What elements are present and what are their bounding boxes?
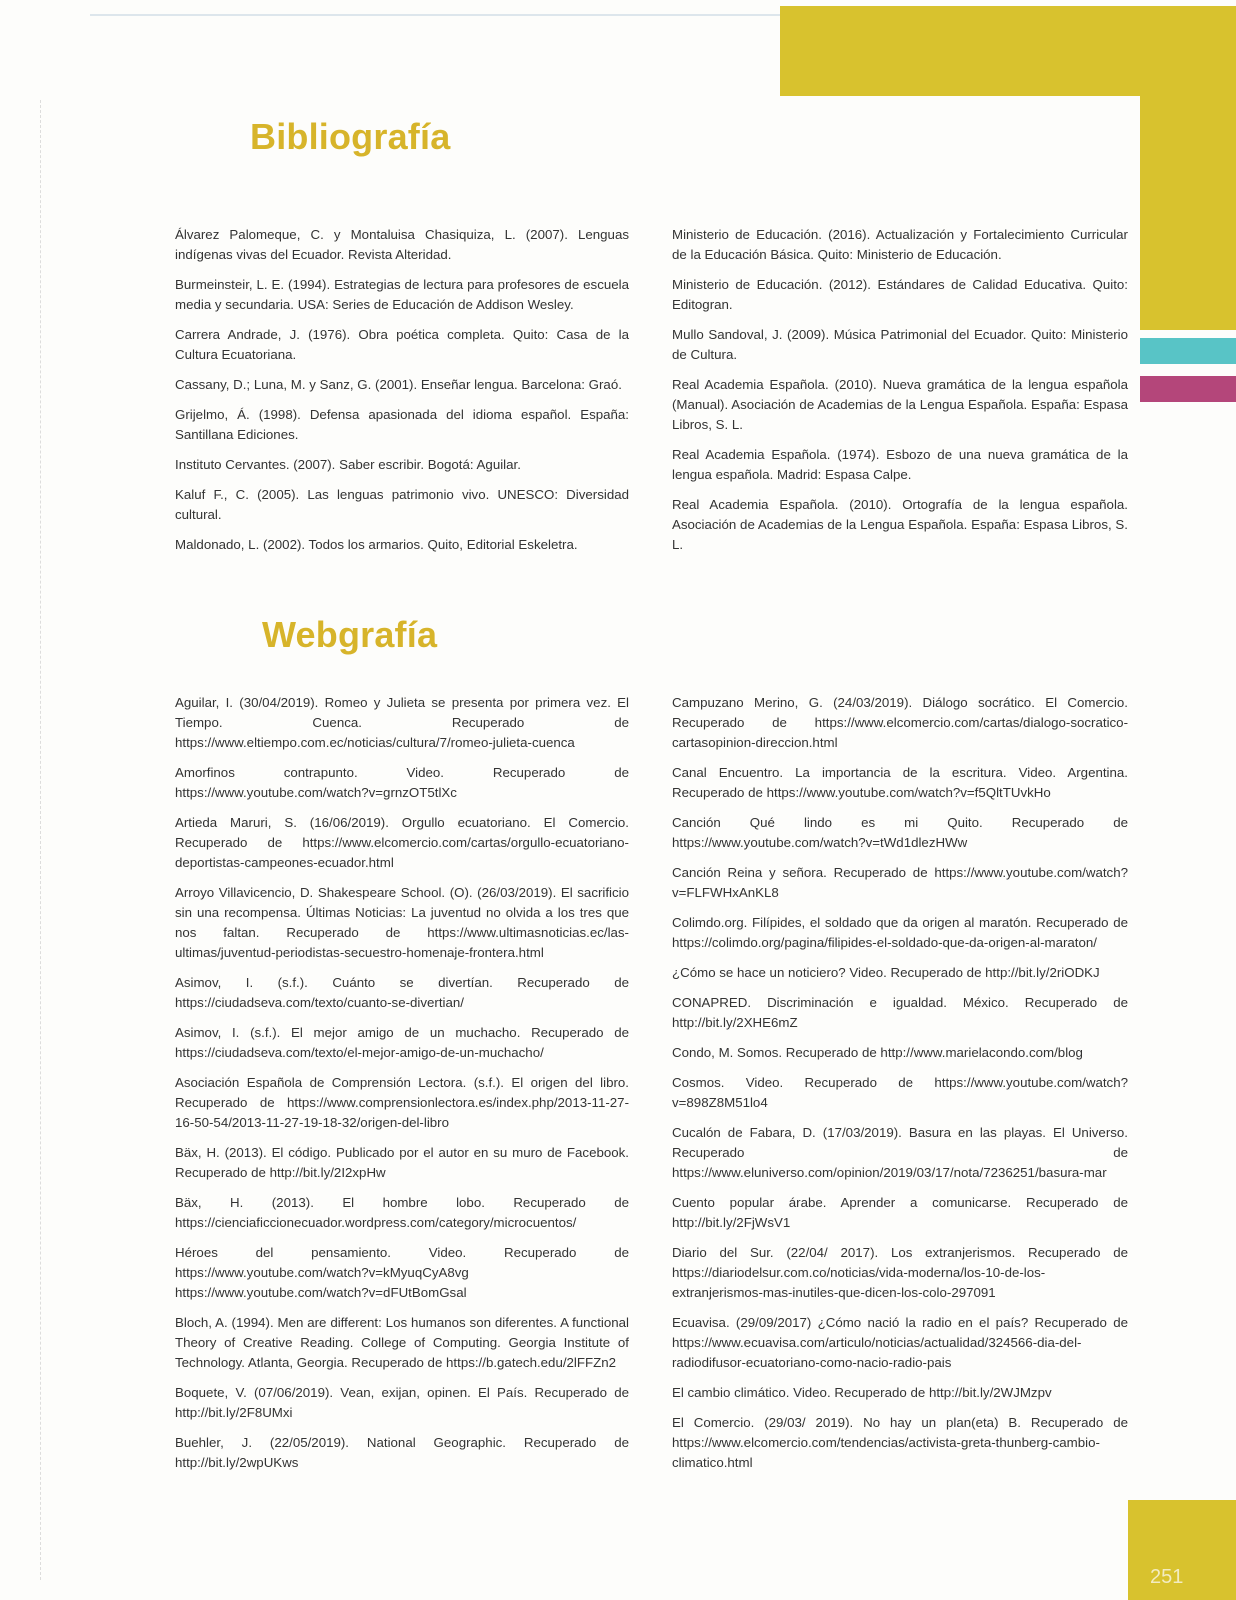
- reference-entry: Asimov, I. (s.f.). Cuánto se divertían. Recuperado de https://ciudadseva.com/texto/cuanto-se-divertian/: [175, 975, 629, 1010]
- reference-entry: ¿Cómo se hace un noticiero? Video. Recuperado de http://bit.ly/2riODKJ: [672, 965, 1100, 980]
- reference-entry: Canción Reina y señora. Recuperado de https://www.youtube.com/watch?v=FLFWHxAnKL8: [672, 865, 1128, 900]
- reference-entry: Cucalón de Fabara, D. (17/03/2019). Basura en las playas. El Universo. Recuperado de https://www.eluniverso.com/opinion/2019/03/17/nota/7236251/basura-mar: [672, 1125, 1128, 1180]
- reference-entry: Ministerio de Educación. (2016). Actualización y Fortalecimiento Curricular de la Educación Básica. Quito: Ministerio de Educación.: [672, 227, 1128, 262]
- page-edge-shadow: [40, 100, 71, 1580]
- reference-entry: Real Academia Española. (2010). Ortografía de la lengua española. Asociación de Academias de la Lengua Española. España: Espasa Libros, S. L.: [672, 497, 1128, 552]
- reference-entry: Artieda Maruri, S. (16/06/2019). Orgullo ecuatoriano. El Comercio. Recuperado de https://www.elcomercio.com/cartas/orgullo-ecuatoriano-deportistas-campeones-ecuador.html: [175, 815, 629, 870]
- reference-entry: Ministerio de Educación. (2012). Estándares de Calidad Educativa. Quito: Editogran.: [672, 277, 1128, 312]
- reference-entry: Burmeinsteir, L. E. (1994). Estrategias de lectura para profesores de escuela media y secundaria. USA: Series de Educación de Addison Wesley.: [175, 277, 629, 312]
- reference-entry: Real Academia Española. (2010). Nueva gramática de la lengua española (Manual). Asociación de Academias de la Lengua Española. España: Espasa Libros, S. L.: [672, 377, 1128, 432]
- cyan-edge-tab: [1140, 338, 1236, 364]
- reference-entry: Canción Qué lindo es mi Quito. Recuperado de https://www.youtube.com/watch?v=tWd1dlezHWw: [672, 815, 1128, 850]
- reference-entry: Mullo Sandoval, J. (2009). Música Patrimonial del Ecuador. Quito: Ministerio de Cultura.: [672, 327, 1128, 362]
- reference-entry: Amorfinos contrapunto. Video. Recuperado de https://www.youtube.com/watch?v=grnzOT5tlXc: [175, 765, 629, 800]
- reference-entry: Real Academia Española. (1974). Esbozo de una nueva gramática de la lengua española. Madrid: Espasa Calpe.: [672, 447, 1128, 482]
- reference-entry: Boquete, V. (07/06/2019). Vean, exijan, opinen. El País. Recuperado de http://bit.ly/2F8UMxi: [175, 1385, 629, 1420]
- reference-entry: Cassany, D.; Luna, M. y Sanz, G. (2001). Enseñar lengua. Barcelona: Graó.: [175, 377, 622, 392]
- reference-entry: Maldonado, L. (2002). Todos los armarios. Quito, Editorial Eskeletra.: [175, 537, 578, 552]
- reference-entry: Asociación Española de Comprensión Lectora. (s.f.). El origen del libro. Recuperado de https://www.comprensionlectora.es/index.php/2013-11-27-16-50-54/2013-11-27-19-18-32/origen-del-libro: [175, 1075, 629, 1130]
- reference-entry: Bäx, H. (2013). El código. Publicado por el autor en su muro de Facebook. Recuperado de http://bit.ly/2I2xpHw: [175, 1145, 629, 1180]
- pink-edge-tab: [1140, 376, 1236, 402]
- reference-entry: Arroyo Villavicencio, D. Shakespeare School. (O). (26/03/2019). El sacrificio sin una recompensa. Últimas Noticias: La juventud no olvida a los tres que nos faltan. Recuperado de https://www.ultimasnoticias.ec/las-ultimas/juventud-periodistas-secuestro-homenaje-frontera.html: [175, 885, 629, 960]
- webgrafia-left-column: [175, 693, 629, 1483]
- reference-entry: Buehler, J. (22/05/2019). National Geographic. Recuperado de http://bit.ly/2wpUKws: [175, 1435, 629, 1470]
- reference-entry: Instituto Cervantes. (2007). Saber escribir. Bogotá: Aguilar.: [175, 457, 521, 472]
- reference-entry: Campuzano Merino, G. (24/03/2019). Diálogo socrático. El Comercio. Recuperado de https://www.elcomercio.com/cartas/dialogo-socratico-cartasopinion-direccion.html: [672, 695, 1128, 750]
- reference-entry: Álvarez Palomeque, C. y Montaluisa Chasiquiza, L. (2007). Lenguas indígenas vivas del Ecuador. Revista Alteridad.: [175, 227, 629, 262]
- reference-entry: Colimdo.org. Filípides, el soldado que da origen al maratón. Recuperado de https://colimdo.org/pagina/filipides-el-soldado-que-da-origen-al-maraton/: [672, 915, 1128, 950]
- bibliografia-right-column: [672, 225, 1128, 565]
- page-number: 251: [1150, 1566, 1184, 1588]
- reference-entry: Canal Encuentro. La importancia de la escritura. Video. Argentina. Recuperado de https://www.youtube.com/watch?v=f5QltTUvkHo: [672, 765, 1128, 800]
- bibliografia-left-column: [175, 225, 629, 565]
- side-decoration-bar: [1140, 6, 1236, 330]
- webgrafia-right-column: [672, 693, 1128, 1483]
- reference-entry: Kaluf F., C. (2005). Las lenguas patrimonio vivo. UNESCO: Diversidad cultural.: [175, 487, 629, 522]
- top-rule: [90, 14, 790, 16]
- reference-entry: Bäx, H. (2013). El hombre lobo. Recuperado de https://cienciaficcionecuador.wordpress.com/category/microcuentos/: [175, 1195, 629, 1230]
- reference-entry: Carrera Andrade, J. (1976). Obra poética completa. Quito: Casa de la Cultura Ecuatoriana.: [175, 327, 629, 362]
- reference-entry: Grijelmo, Á. (1998). Defensa apasionada del idioma español. España: Santillana Ediciones.: [175, 407, 629, 442]
- reference-entry: Condo, M. Somos. Recuperado de http://www.marielacondo.com/blog: [672, 1045, 1083, 1060]
- reference-entry: Cuento popular árabe. Aprender a comunicarse. Recuperado de http://bit.ly/2FjWsV1: [672, 1195, 1128, 1230]
- reference-entry: Bloch, A. (1994). Men are different: Los humanos son diferentes. A functional Theory of Creative Reading. College of Computing. Georgia Institute of Technology. Atlanta, Georgia. Recuperado de https://b.gatech.edu/2lFFZn2: [175, 1315, 629, 1370]
- reference-entry: Asimov, I. (s.f.). El mejor amigo de un muchacho. Recuperado de https://ciudadseva.com/texto/el-mejor-amigo-de-un-muchacho/: [175, 1025, 629, 1060]
- reference-entry: Héroes del pensamiento. Video. Recuperado de https://www.youtube.com/watch?v=kMyuqCyA8vg https://www.youtube.com/watch?v=dFUtBomGsal: [175, 1245, 629, 1300]
- reference-entry: Ecuavisa. (29/09/2017) ¿Cómo nació la radio en el país? Recuperado de https://www.ecuavisa.com/articulo/noticias/actualidad/324566-dia-del-radiodifusor-ecuatoriano-como-nacio-radio-pais: [672, 1315, 1128, 1370]
- reference-entry: CONAPRED. Discriminación e igualdad. México. Recuperado de http://bit.ly/2XHE6mZ: [672, 995, 1128, 1030]
- reference-entry: El Comercio. (29/03/ 2019). No hay un plan(eta) B. Recuperado de https://www.elcomercio.com/tendencias/activista-greta-thunberg-cambio-climatico.html: [672, 1415, 1128, 1470]
- reference-entry: El cambio climático. Video. Recuperado de http://bit.ly/2WJMzpv: [672, 1385, 1052, 1400]
- bibliografia-title: Bibliografía: [250, 116, 451, 157]
- reference-entry: Cosmos. Video. Recuperado de https://www.youtube.com/watch?v=898Z8M51lo4: [672, 1075, 1128, 1110]
- reference-entry: Diario del Sur. (22/04/ 2017). Los extranjerismos. Recuperado de https://diariodelsur.com.co/noticias/vida-moderna/los-10-de-los-extranjerismos-mas-inutiles-que-dicen-los-colo-297091: [672, 1245, 1128, 1300]
- webgrafia-title: Webgrafía: [262, 614, 438, 655]
- reference-entry: Aguilar, I. (30/04/2019). Romeo y Julieta se presenta por primera vez. El Tiempo. Cuenca. Recuperado de https://www.eltiempo.com.ec/noticias/cultura/7/romeo-julieta-cuenca: [175, 695, 629, 750]
